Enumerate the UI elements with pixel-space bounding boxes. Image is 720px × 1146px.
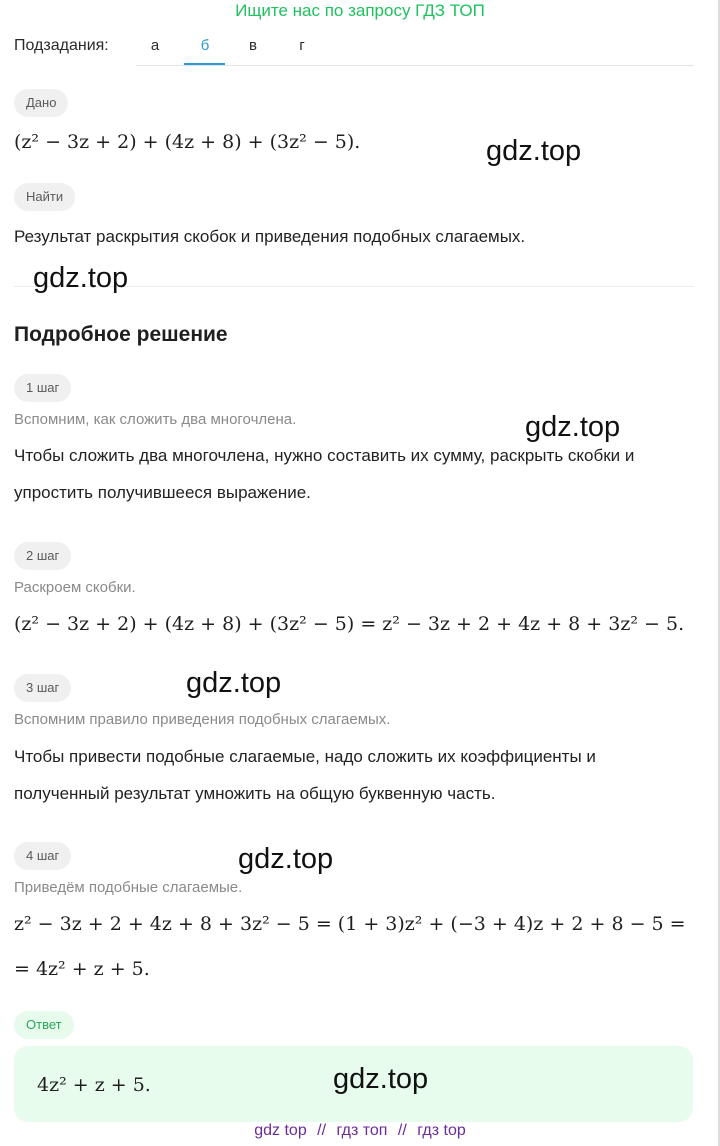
step-1-badge: 1 шаг bbox=[14, 374, 71, 402]
watermark-1: gdz.top bbox=[486, 135, 582, 167]
tab-b[interactable]: б bbox=[200, 37, 210, 54]
tabs-divider bbox=[136, 65, 694, 66]
solution-heading: Подробное решение bbox=[14, 323, 228, 346]
tab-g[interactable]: г bbox=[299, 37, 305, 54]
step-3-text-line2: полученный результат умножить на общую буквенную часть. bbox=[14, 784, 496, 803]
active-tab-indicator bbox=[184, 63, 225, 65]
step-3-badge: 3 шаг bbox=[14, 674, 71, 702]
footer-links bbox=[0, 1120, 720, 1142]
find-text: Результат раскрытия скобок и приведения подобных слагаемых. bbox=[14, 227, 526, 246]
watermark-4: gdz.top bbox=[186, 667, 282, 699]
subtasks-label: Подзадания: bbox=[14, 37, 109, 54]
footer-link-3[interactable]: гдз top bbox=[417, 1122, 466, 1139]
step-2-hint: Раскроем скобки. bbox=[14, 579, 136, 596]
step-4-badge: 4 шаг bbox=[14, 842, 71, 870]
footer-link-1[interactable]: gdz top bbox=[254, 1122, 307, 1139]
given-badge: Дано bbox=[14, 89, 68, 117]
step-1-text-line2: упростить получившееся выражение. bbox=[14, 483, 311, 502]
step-2-math: (z² − 3z + 2) + (4z + 8) + (3z² − 5) = z² − 3z + 2 + 4z + 8 + 3z² − 5. bbox=[14, 613, 685, 635]
given-expression: (z² − 3z + 2) + (4z + 8) + (3z² − 5). bbox=[14, 131, 361, 153]
step-4-math-line1: z² − 3z + 2 + 4z + 8 + 3z² − 5 = (1 + 3)z² + (−3 + 4)z + 2 + 8 − 5 = bbox=[14, 913, 686, 935]
footer-separator-1: // bbox=[317, 1122, 327, 1139]
watermark-5: gdz.top bbox=[238, 843, 334, 875]
step-3-text-line1: Чтобы привести подобные слагаемые, надо сложить их коэффициенты и bbox=[14, 747, 596, 766]
step-3-hint: Вспомним правило приведения подобных слагаемых. bbox=[14, 711, 391, 728]
promo-banner[interactable]: Ищите нас по запросу ГДЗ ТОП bbox=[235, 1, 485, 20]
step-1-hint: Вспомним, как сложить два многочлена. bbox=[14, 411, 297, 428]
step-2-badge: 2 шаг bbox=[14, 542, 71, 570]
footer-separator-2: // bbox=[397, 1122, 407, 1139]
step-1-text-line1: Чтобы сложить два многочлена, нужно составить их сумму, раскрыть скобки и bbox=[14, 446, 635, 465]
step-4-math-line2: = 4z² + z + 5. bbox=[14, 958, 150, 980]
step-4-hint: Приведём подобные слагаемые. bbox=[14, 879, 243, 896]
answer-badge: Ответ bbox=[14, 1011, 74, 1039]
answer-value: 4z² + z + 5. bbox=[37, 1074, 151, 1096]
watermark-6: gdz.top bbox=[333, 1063, 429, 1095]
tab-v[interactable]: в bbox=[249, 37, 257, 54]
footer-link-2[interactable]: гдз топ bbox=[336, 1122, 388, 1139]
watermark-3: gdz.top bbox=[525, 411, 621, 443]
watermark-2: gdz.top bbox=[33, 262, 129, 294]
find-badge: Найти bbox=[14, 183, 75, 211]
tab-a[interactable]: а bbox=[150, 37, 160, 54]
